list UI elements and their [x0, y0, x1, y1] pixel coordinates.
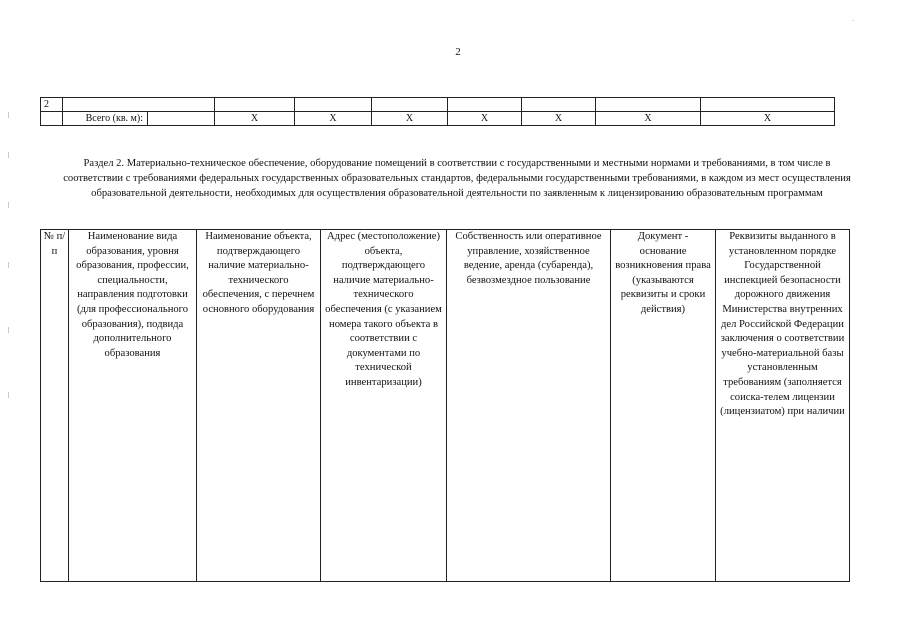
header-object-name: Наименование объекта, подтверждающего наличие материально-технического обеспечения, с перечнем основного оборудования: [197, 230, 321, 582]
table-cell: X: [215, 112, 295, 126]
row-number: [41, 112, 63, 126]
table-cell: X: [522, 112, 596, 126]
header-row: [41, 230, 850, 582]
table-cell: [596, 98, 701, 112]
material-support-table: [40, 229, 850, 582]
header-number: № п/п: [41, 230, 69, 582]
table-cell: X: [448, 112, 522, 126]
table-cell: [295, 98, 372, 112]
table-row: [41, 98, 835, 112]
table-cell: [522, 98, 596, 112]
section-title: Раздел 2. Материально-техническое обеспечение, оборудование помещений в соответствии с государственными и местными нормами и требованиями, в том числе в соответствии с требованиями федеральных государственных образовательных стандартов, федеральными государственными требованиями, в каждом из мест осуществления образовательной деятельности, необходимых для осуществления образовательной деятельности по заявленным к лицензированию образовательным программам: [63, 158, 851, 199]
table-row: [41, 112, 835, 126]
margin-marks: [8, 112, 12, 412]
header-gibdd-conclusion: Реквизиты выданного в установленном порядке Государственной инспекцией безопасности дорожного движения Министерства внутренних дел Российской Федерации заключения о соответствии учебно-материальной базы установленным требованиям (заполняется соиска-телем лицензии (лицензиатом) при наличии: [716, 230, 850, 582]
table-cell: [448, 98, 522, 112]
table-cell: X: [596, 112, 701, 126]
area-summary-table: [40, 97, 835, 126]
header-document: Документ - основание возникновения права (указываются реквизиты и сроки действия): [611, 230, 716, 582]
table-cell: X: [295, 112, 372, 126]
table-cell: [148, 112, 215, 126]
row-number: 2: [41, 98, 63, 112]
header-address: Адрес (местоположение) объекта, подтверждающего наличие материально-технического обеспечения (с указанием номера такого объекта в соответствии с документами по технической инвентаризации): [321, 230, 447, 582]
table-cell: X: [701, 112, 835, 126]
table-cell: [63, 98, 215, 112]
page-number: 2: [455, 46, 461, 58]
total-label: Всего (кв. м):: [63, 112, 148, 126]
table-cell: [215, 98, 295, 112]
table-cell: [372, 98, 448, 112]
header-ownership: Собственность или оперативное управление, хозяйственное ведение, аренда (субаренда), безвозмездное пользование: [447, 230, 611, 582]
header-education-type: Наименование вида образования, уровня образования, профессии, специальности, направления подготовки (для профессионального образования), подвида дополнительного образования: [69, 230, 197, 582]
table-cell: [701, 98, 835, 112]
corner-mark: .: [852, 14, 854, 23]
table-cell: X: [372, 112, 448, 126]
